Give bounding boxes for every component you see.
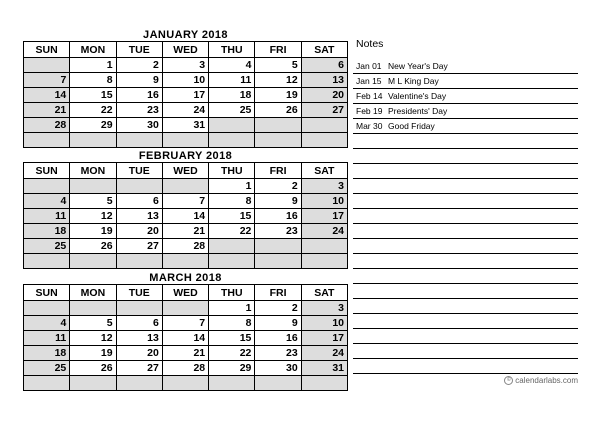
day-cell: 8: [209, 316, 255, 331]
day-cell: [255, 118, 301, 133]
day-cell: 1: [209, 301, 255, 316]
day-cell: 7: [162, 194, 208, 209]
month-grid: [23, 41, 348, 148]
copyright-icon: ©: [504, 376, 513, 385]
day-cell: 26: [70, 239, 116, 254]
day-cell: 29: [70, 118, 116, 133]
day-cell: 5: [255, 58, 301, 73]
day-cell: 4: [24, 316, 70, 331]
day-cell: [301, 376, 347, 391]
day-cell: [162, 376, 208, 391]
week-row: [24, 194, 348, 209]
day-cell: [24, 179, 70, 194]
notes-lines: [353, 59, 578, 374]
weekday-header: FRI: [255, 42, 301, 58]
day-cell: 30: [116, 118, 162, 133]
day-cell: 27: [116, 239, 162, 254]
day-cell: 13: [116, 209, 162, 224]
month-calendar: [23, 150, 348, 269]
day-cell: [116, 301, 162, 316]
day-cell: 18: [24, 346, 70, 361]
day-cell: 23: [116, 103, 162, 118]
weekday-header: SUN: [24, 42, 70, 58]
weekday-header-row: [24, 163, 348, 179]
note-blank-line[interactable]: [353, 269, 578, 284]
month-title: JANUARY 2018: [143, 29, 228, 41]
day-cell: 13: [301, 73, 347, 88]
day-cell: [255, 239, 301, 254]
holiday-date: Mar 30: [356, 121, 383, 131]
note-blank-line[interactable]: [353, 224, 578, 239]
day-cell: 29: [209, 361, 255, 376]
day-cell: 7: [162, 316, 208, 331]
day-cell: 2: [116, 58, 162, 73]
day-cell: [301, 254, 347, 269]
weekday-header: SUN: [24, 285, 70, 301]
day-cell: 2: [255, 301, 301, 316]
holiday-name: Good Friday: [388, 121, 435, 131]
day-cell: [116, 179, 162, 194]
footer: [504, 376, 578, 385]
day-cell: [162, 179, 208, 194]
note-blank-line[interactable]: [353, 239, 578, 254]
day-cell: 27: [301, 103, 347, 118]
day-cell: 18: [24, 224, 70, 239]
day-cell: 10: [162, 73, 208, 88]
weekday-header: SAT: [301, 285, 347, 301]
day-cell: [24, 376, 70, 391]
day-cell: 25: [209, 103, 255, 118]
day-cell: 21: [162, 346, 208, 361]
day-cell: 4: [24, 194, 70, 209]
footer-text: calendarlabs.com: [515, 376, 578, 385]
day-cell: 6: [116, 194, 162, 209]
day-cell: 23: [255, 224, 301, 239]
month-calendar: [23, 29, 348, 148]
weekday-header: FRI: [255, 285, 301, 301]
weekday-header: WED: [162, 163, 208, 179]
day-cell: 15: [209, 331, 255, 346]
holiday-name: Presidents' Day: [388, 106, 448, 116]
day-cell: 20: [116, 224, 162, 239]
day-cell: 3: [301, 301, 347, 316]
day-cell: 16: [116, 88, 162, 103]
day-cell: 8: [209, 194, 255, 209]
weekday-header: TUE: [116, 42, 162, 58]
note-blank-line[interactable]: [353, 359, 578, 374]
day-cell: [70, 133, 116, 148]
week-row: [24, 103, 348, 118]
day-cell: 5: [70, 194, 116, 209]
day-cell: [24, 133, 70, 148]
note-blank-line[interactable]: [353, 209, 578, 224]
weekday-header: THU: [209, 163, 255, 179]
month-grid: [23, 162, 348, 269]
week-row: [24, 239, 348, 254]
note-blank-line[interactable]: [353, 179, 578, 194]
day-cell: 14: [162, 331, 208, 346]
week-row: [24, 346, 348, 361]
weekday-header: THU: [209, 285, 255, 301]
day-cell: 25: [24, 239, 70, 254]
day-cell: [24, 301, 70, 316]
note-blank-line[interactable]: [353, 299, 578, 314]
month-title: FEBRUARY 2018: [138, 150, 233, 162]
day-cell: [70, 179, 116, 194]
day-cell: 17: [162, 88, 208, 103]
day-cell: 28: [162, 361, 208, 376]
week-row: [24, 118, 348, 133]
day-cell: 18: [209, 88, 255, 103]
weekday-header-row: [24, 285, 348, 301]
day-cell: 31: [301, 361, 347, 376]
day-cell: [301, 133, 347, 148]
note-blank-line[interactable]: [353, 284, 578, 299]
day-cell: [162, 301, 208, 316]
holiday-name: Valentine's Day: [388, 91, 447, 101]
day-cell: 3: [162, 58, 208, 73]
week-row: [24, 316, 348, 331]
day-cell: 20: [301, 88, 347, 103]
week-row: [24, 209, 348, 224]
holiday-date: Jan 15: [356, 76, 382, 86]
day-cell: 12: [255, 73, 301, 88]
day-cell: [116, 376, 162, 391]
day-cell: 14: [162, 209, 208, 224]
day-cell: [116, 254, 162, 269]
holiday-date: Jan 01: [356, 61, 382, 71]
day-cell: [162, 254, 208, 269]
day-cell: 17: [301, 331, 347, 346]
week-row: [24, 88, 348, 103]
day-cell: [209, 376, 255, 391]
weekday-header: MON: [70, 42, 116, 58]
day-cell: [70, 376, 116, 391]
day-cell: 7: [24, 73, 70, 88]
week-row: [24, 58, 348, 73]
week-row: [24, 376, 348, 391]
weekday-header: SAT: [301, 42, 347, 58]
weekday-header: THU: [209, 42, 255, 58]
day-cell: [301, 239, 347, 254]
month-calendar: [23, 272, 348, 391]
day-cell: 20: [116, 346, 162, 361]
day-cell: 9: [116, 73, 162, 88]
holiday-name: New Year's Day: [388, 61, 448, 71]
weekday-header: MON: [70, 163, 116, 179]
day-cell: 22: [209, 346, 255, 361]
weekday-header: MON: [70, 285, 116, 301]
day-cell: [255, 133, 301, 148]
note-blank-line[interactable]: [353, 149, 578, 164]
day-cell: 5: [70, 316, 116, 331]
day-cell: [209, 239, 255, 254]
day-cell: 24: [301, 224, 347, 239]
weekday-header: WED: [162, 42, 208, 58]
day-cell: 11: [24, 331, 70, 346]
day-cell: 17: [301, 209, 347, 224]
day-cell: 10: [301, 194, 347, 209]
day-cell: [70, 254, 116, 269]
day-cell: [255, 376, 301, 391]
week-row: [24, 361, 348, 376]
week-row: [24, 331, 348, 346]
day-cell: 3: [301, 179, 347, 194]
day-cell: 22: [209, 224, 255, 239]
week-row: [24, 179, 348, 194]
holiday-note: [353, 119, 578, 134]
day-cell: [209, 118, 255, 133]
day-cell: [70, 301, 116, 316]
week-row: [24, 301, 348, 316]
day-cell: 19: [70, 346, 116, 361]
notes-title: Notes: [356, 38, 384, 50]
weekday-header: WED: [162, 285, 208, 301]
holiday-note: [353, 74, 578, 89]
day-cell: 23: [255, 346, 301, 361]
note-blank-line[interactable]: [353, 194, 578, 209]
day-cell: 9: [255, 316, 301, 331]
week-row: [24, 224, 348, 239]
day-cell: 21: [24, 103, 70, 118]
holiday-date: Feb 14: [356, 91, 383, 101]
day-cell: [24, 58, 70, 73]
day-cell: 6: [301, 58, 347, 73]
day-cell: 1: [209, 179, 255, 194]
day-cell: 10: [301, 316, 347, 331]
day-cell: 31: [162, 118, 208, 133]
weekday-header: TUE: [116, 285, 162, 301]
day-cell: 13: [116, 331, 162, 346]
day-cell: 28: [24, 118, 70, 133]
day-cell: 16: [255, 331, 301, 346]
month-title: MARCH 2018: [149, 272, 222, 284]
day-cell: [116, 133, 162, 148]
week-row: [24, 254, 348, 269]
day-cell: 26: [70, 361, 116, 376]
day-cell: 16: [255, 209, 301, 224]
day-cell: 11: [24, 209, 70, 224]
day-cell: 30: [255, 361, 301, 376]
note-blank-line[interactable]: [353, 254, 578, 269]
day-cell: 14: [24, 88, 70, 103]
day-cell: [24, 254, 70, 269]
day-cell: [255, 254, 301, 269]
day-cell: 8: [70, 73, 116, 88]
day-cell: 15: [70, 88, 116, 103]
day-cell: [301, 118, 347, 133]
day-cell: 2: [255, 179, 301, 194]
weekday-header-row: [24, 42, 348, 58]
day-cell: 9: [255, 194, 301, 209]
note-blank-line[interactable]: [353, 134, 578, 149]
week-row: [24, 73, 348, 88]
day-cell: 24: [162, 103, 208, 118]
day-cell: 26: [255, 103, 301, 118]
note-blank-line[interactable]: [353, 329, 578, 344]
day-cell: 25: [24, 361, 70, 376]
holiday-note: [353, 89, 578, 104]
day-cell: 22: [70, 103, 116, 118]
note-blank-line[interactable]: [353, 314, 578, 329]
day-cell: 19: [255, 88, 301, 103]
holiday-name: M L King Day: [388, 76, 439, 86]
day-cell: 1: [70, 58, 116, 73]
note-blank-line[interactable]: [353, 164, 578, 179]
weekday-header: FRI: [255, 163, 301, 179]
week-row: [24, 133, 348, 148]
day-cell: 11: [209, 73, 255, 88]
weekday-header: TUE: [116, 163, 162, 179]
day-cell: 15: [209, 209, 255, 224]
day-cell: 19: [70, 224, 116, 239]
day-cell: 21: [162, 224, 208, 239]
weekday-header: SUN: [24, 163, 70, 179]
holiday-note: [353, 104, 578, 119]
holiday-note: [353, 59, 578, 74]
holiday-date: Feb 19: [356, 106, 383, 116]
day-cell: 27: [116, 361, 162, 376]
day-cell: [162, 133, 208, 148]
day-cell: 6: [116, 316, 162, 331]
day-cell: [209, 254, 255, 269]
day-cell: 28: [162, 239, 208, 254]
day-cell: [209, 133, 255, 148]
day-cell: 4: [209, 58, 255, 73]
day-cell: 24: [301, 346, 347, 361]
day-cell: 12: [70, 209, 116, 224]
month-grid: [23, 284, 348, 391]
day-cell: 12: [70, 331, 116, 346]
weekday-header: SAT: [301, 163, 347, 179]
note-blank-line[interactable]: [353, 344, 578, 359]
